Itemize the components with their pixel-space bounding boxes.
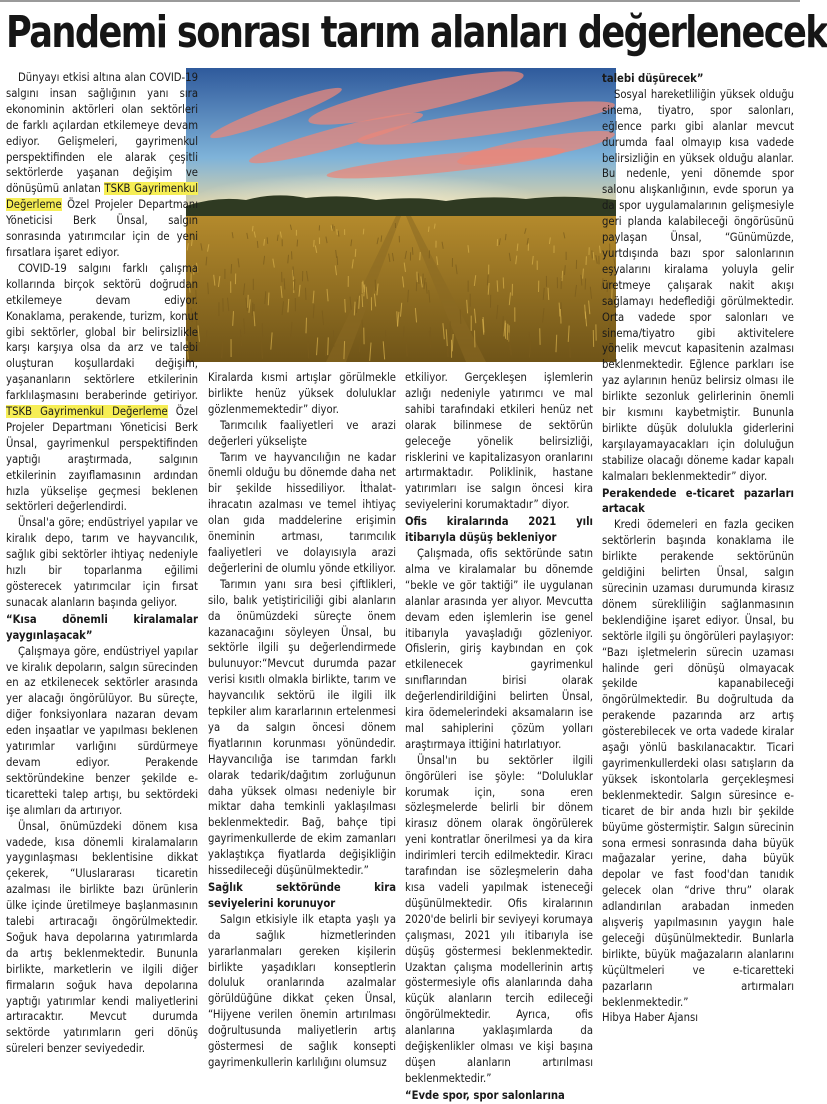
subheading: Sağlık sektöründe kira seviyelerini korunuyor <box>208 880 396 912</box>
wheat-stalk <box>363 229 364 235</box>
wheat-stalk <box>297 240 298 247</box>
wheat-stalk <box>252 302 253 316</box>
text: COVID-19 salgını farklı çalışma kollarında birçok sektörü doğrudan etkilemeye devam ediyor. Konaklama, perakende, turizm, konut gibi sektörler, global bir belirsizlikle karşı karşıya olsa da arz ve talebi oluşturan koşullardaki değişim, yaşananların sektörlere etkilerinin farklılaşmasını beraberinde getiriyor. <box>6 262 198 402</box>
subheading: “Evde spor, spor salonlarına <box>405 1088 593 1104</box>
wheat-stalk <box>420 252 421 260</box>
paragraph: Kiralarda kısmi artışlar görülmekle birlikte henüz yüksek doluluklar gözlenmemektedir” diyor. <box>208 370 396 418</box>
highlighted-company-name: TSKB Gayrimenkul Değerleme <box>6 182 198 211</box>
wheat-stalk <box>507 324 508 340</box>
subheading-plain: Tarımcılık faaliyetleri ve arazi değerleri yükselişte <box>208 418 396 450</box>
subheading: talebi düşürecek” <box>602 71 794 87</box>
wheat-stalk <box>257 241 258 248</box>
wheat-stalk <box>252 226 253 231</box>
wheat-field <box>186 216 616 362</box>
news-agency-source: Hibya Haber Ajansı <box>602 1010 794 1026</box>
wheat-field-image <box>186 68 616 362</box>
paragraph: Tarım ve hayvancılığın ne kadar önemli olduğu bu dönemde daha net bir şekilde hissediliyor. İthalat-ihracatın azalması ve temel ihtiyaç olan gıda maddelerine erişimin öneminin artması, tarımcılık faaliyetleri ve dolayısıyla arazi değerlerini de olumlu yönde etkiliyor. <box>208 450 396 577</box>
column-2 <box>208 370 396 1073</box>
wheat-stalk <box>267 237 268 244</box>
wheat-stalk <box>268 293 269 306</box>
column-4 <box>602 70 794 1073</box>
subheading: “Kısa dönemli kiralamalar yaygınlaşacak” <box>6 612 198 644</box>
wheat-stalk <box>423 274 424 285</box>
wheat-stalk <box>428 227 429 232</box>
wheat-stalk <box>355 249 356 257</box>
wheat-stalk <box>206 330 207 347</box>
paragraph: Sosyal hareketliliğin yüksek olduğu sinema, tiyatro, spor salonları, eğlence parkı gibi alanlar mevcut durumda faal olmayıp kısa vadede belirsizliğin en yüksek olduğu alanlar. Bu nedenle, yeni dönemde spor salonu alışkanlığının, evde sporun ya da spor uygulamalarının gelişmesiyle geri planda kalabileceği öngörüsünü paylaşan Ünsal, “Günümüzde, yurtdışında bazı spor salonlarının eşyalarını kiralama yoluyla gelir üretmeye çalışarak nakit akışı sağlamayı hedeflediği görülmektedir. Orta vadede spor salonları ve sinema/tiyatro gibi aktivitelere yönelik mevcut kapasitenin azalması beklenmektedir. Eğlence parkları ise yaz aylarının henüz belirsiz olması ile birlikte sezonluk gelirlerinin önemli bir kısmını kaybetmiştir. Bununla birlikte düşük dolulukla giderlerini karşılayamayacakları için doluluğun stabilize olacağı döneme kadar kapalı kalmaları beklenmektedir” diyor. <box>602 87 794 485</box>
wheat-stalk <box>430 327 431 344</box>
subheading: Perakendede e-ticaret pazarları artacak <box>602 486 794 518</box>
wheat-stalk <box>562 271 563 281</box>
wheat-stalk <box>208 283 209 295</box>
paragraph: etkiliyor. Gerçekleşen işlemlerin azlığı nedeniyle yatırımcı ve mal sahibi tarafındaki etkileri henüz net olarak bilinmese de sektörün geleceğe yönelik belirsizliği, risklerini ve kapitalizasyon oranlarını artırmaktadır. Poliklinik, hastane yatırımları ise salgın öncesi kira seviyelerini korumaktadır” diyor. <box>405 370 593 513</box>
wheat-stalk <box>344 341 345 359</box>
wheat-stalk <box>497 280 498 291</box>
text: Özel Projeler Departmanı Yöneticisi Berk Ünsal, gayrimenkul perspektifinden yaptığı araştırmada, salgının etkilerinin zayıflamasının ardından hızla yükselişe geçmesi beklenen sektörleri değerlendirdi. <box>6 405 198 513</box>
subheading: Ofis kiralarında 2021 yılı itibarıyla düşüş bekleniyor <box>405 514 593 546</box>
paragraph: Çalışmada, ofis sektöründe satın alma ve kiralamalar bu dönemde “bekle ve gör taktiği” ile uygulanan alanlar arasında yer alıyor. Mevcutta devam eden işlemlerin ise genel itibarıyla yavaşladığı gözleniyor. Ofislerin, giriş kaybından en çok etkilenecek gayrimenkul sınıflarından birisi olarak değerlendirildiğini belirten Ünsal, kira ödemelerindeki aksamaların ise mal sahiplerini çözüm yolları araştırmaya ittiğini hatırlatıyor. <box>405 546 593 753</box>
wheat-stalk <box>362 294 363 307</box>
article-headline: Pandemi sonrası tarım alanları değerlenecek <box>6 4 638 62</box>
column-1 <box>6 70 198 1073</box>
wheat-stalk <box>416 280 417 291</box>
wheat-field-photo <box>186 68 616 362</box>
wheat-stalk <box>460 309 461 324</box>
text: Özel Projeler Departmanı Yöneticisi Berk Ünsal, salgın sonrasında yatırımcılar için de yeni fırsatlara işaret ediyor. <box>6 198 198 259</box>
paragraph: Kredi ödemeleri en fazla geciken sektörlerin başında konaklama ile birlikte perakende sektörünün geldiğini belirten Ünsal, salgın sürecinin uzaması durumunda kirasız dönem sürekliliğin sağlanmasının beklendiğine işaret ediyor. Ünsal, bu sektörle ilgili şu öngörüleri paylaşıyor: “Bazı işletmelerin sürecin uzaması halinde geri dönüşü olmayacak şekilde kapanabileceği öngörülmektedir. Bu doğrultuda da perakende pazarında arz artış gösterebilecek ve orta vadede kiralar aşağı yönlü baskılanacaktır. Ticari gayrimenkullerdeki olası satışların da yüksek iskontolarla gerçekleşmesi beklenmektedir. Salgın süresince e-ticaret de bir anda hızlı bir şekilde büyüme göstermiştir. Salgın sürecinin sona ermesi sonrasında daha büyük mağazalar yerine, daha büyük depolar ve fast food'dan tanıdık gelecek olan “drive thru” olarak adlandırılan arabadan inmeden alışveriş yapılmasının yaygın hale geleceği düşünülmektedir. Bunlarla birlikte, büyük mağazaların alanlarını küçültmeleri ve e-ticaretteki pazarların artırmaları beklenmektedir.” <box>602 517 794 1010</box>
paragraph: Ünsal'ın bu sektörler ilgili öngörüleri ise şöyle: “Doluluklar korumak için, sona eren sözleşmelerde belirli bir dönem kirasız dönem olarak öngörülerek yeni kontratlar önerilmesi ya da kira indirimleri tercih edilmektedir. Kiracı tarafından ise sözleşmelerin daha kısa vadeli yapılmak isteneceği düşünülmektedir. Ofis kiralarının 2020'de belirli bir seviyeyi korumaya çalışması, 2021 yılı itibarıyla ise düşüş göstermesi beklenmektedir. Uzaktan çalışma modellerinin artış göstermesiyle ofis alanlarında daha küçük alanların tercih edileceği öngörülmektedir. Ayrıca, ofis alanlarına yaklaşımlarda da değişkenlikler olması ve kişi başına düşen alanların artırılması beklenmektedir.” <box>405 753 593 1087</box>
paragraph: Tarımın yanı sıra besi çiftlikleri, silo, balık yetiştiriciliği gibi alanların da önümüzdeki süreçte önem kazanacağını söyleyen Ünsal, bu sektörle ilgili şu değerlendirmede bulunuyor:“Mevcut durumda pazar verisi kısıtlı olmakla birlikte, tarım ve hayvancılık sektörü ile ilgili ilk tepkiler alım kararlarının ertelenmesi ya da salgın öncesi dönem fiyatlarının korunması yönündedir. Hayvancılığa ise tarımdan farklı olarak tedarik/dağıtım zorluğunun daha yüksek olması nedeniyle bir miktar daha temkinli yaklaşılması beklenmektedir. Bağ, bahçe tipi gayrimenkullerde de ekim zamanları yaklaştıkça fiyatlarda değişikliğin hissedileceği düşünülmektedir.” <box>208 577 396 879</box>
wheat-stalk <box>332 224 333 229</box>
text: Dünyayı etkisi altına alan COVID-19 salgını insan sağlığının yanı sıra ekonominin aktörleri olan sektörleri de farklı açılardan etkilemeye devam ediyor. Gelişmeleri, gayrimenkul perspektifinden ele alarak çeşitli sektörlerde yaşanan değişim ve dönüşümü anlatan <box>6 71 198 195</box>
paragraph: Ünsal'a göre; endüstriyel yapılar ve kiralık depo, tarım ve hayvancılık, sağlık gibi sektörler ihtiyaç nedeniyle hızlı bir toparlanma eğilimi gösterecek yatırımcılar için fırsat sunacak alanların başında geliyor. <box>6 515 198 610</box>
wheat-stalk <box>328 337 329 355</box>
wheat-stalk <box>503 316 504 331</box>
paragraph <box>6 261 198 516</box>
wheat-stalk <box>248 295 249 308</box>
wheat-stalk <box>337 256 338 265</box>
paragraph <box>6 70 198 261</box>
wheat-stalk <box>231 264 232 274</box>
paragraph: Ünsal, önümüzdeki dönem kısa vadede, kısa dönemli kiralamaların yaygınlaşması beklentisine dikkat çekerek, “Uluslararası ticaretin azalması ile birlikte bazı ürünlerin ülke içinde üretilmeye başlanmasının talebi artıracağı öngörülmektedir. Soğuk hava depolarına yatırımlarda da artış beklenmektedir. Bununla birlikte, marketlerin ve ilgili diğer firmaların soğuk hava depolarına yaptığı yatırımlar kendi maliyetlerini artıracaktır. Mevcut durumda sektörde yatırımların geri dönüş süreleri benzer seviyededir. <box>6 819 198 1058</box>
highlighted-company-name: TSKB Gayrimenkul Değerleme <box>6 405 168 418</box>
column-3 <box>405 370 593 1073</box>
wheat-stalk <box>412 247 413 255</box>
paragraph: Çalışmaya göre, endüstriyel yapılar ve kiralık depoların, salgın sürecinden en az etkilenecek sektörler arasında yer alacağı öngörülüyor. Bu süreçte, diğer fonksiyonlara nazaran devam eden inşaatlar ve yapılması beklenen yatırımlar varlığını sürdürmeye devam ediyor. Perakende sektöründekine benzer şekilde e-ticaretteki talep artışı, bu sektördeki işe alımları da artırıyor. <box>6 644 198 819</box>
top-rule <box>0 0 800 2</box>
paragraph: Salgın etkisiyle ilk etapta yaşlı ya da sağlık hizmetlerinden yararlanmaları gereken kişilerin birlikte yaşadıkları konseptlerin doluluk oranlarında azalmalar görüldüğüne dikkat çeken Ünsal, “Hijyene verilen önemin artırılması doğrultusunda maliyetlerin artış göstermesi de sağlık konsepti gayrimenkullerin karlılığını olumsuz <box>208 912 396 1071</box>
wheat-stalk <box>345 299 346 312</box>
